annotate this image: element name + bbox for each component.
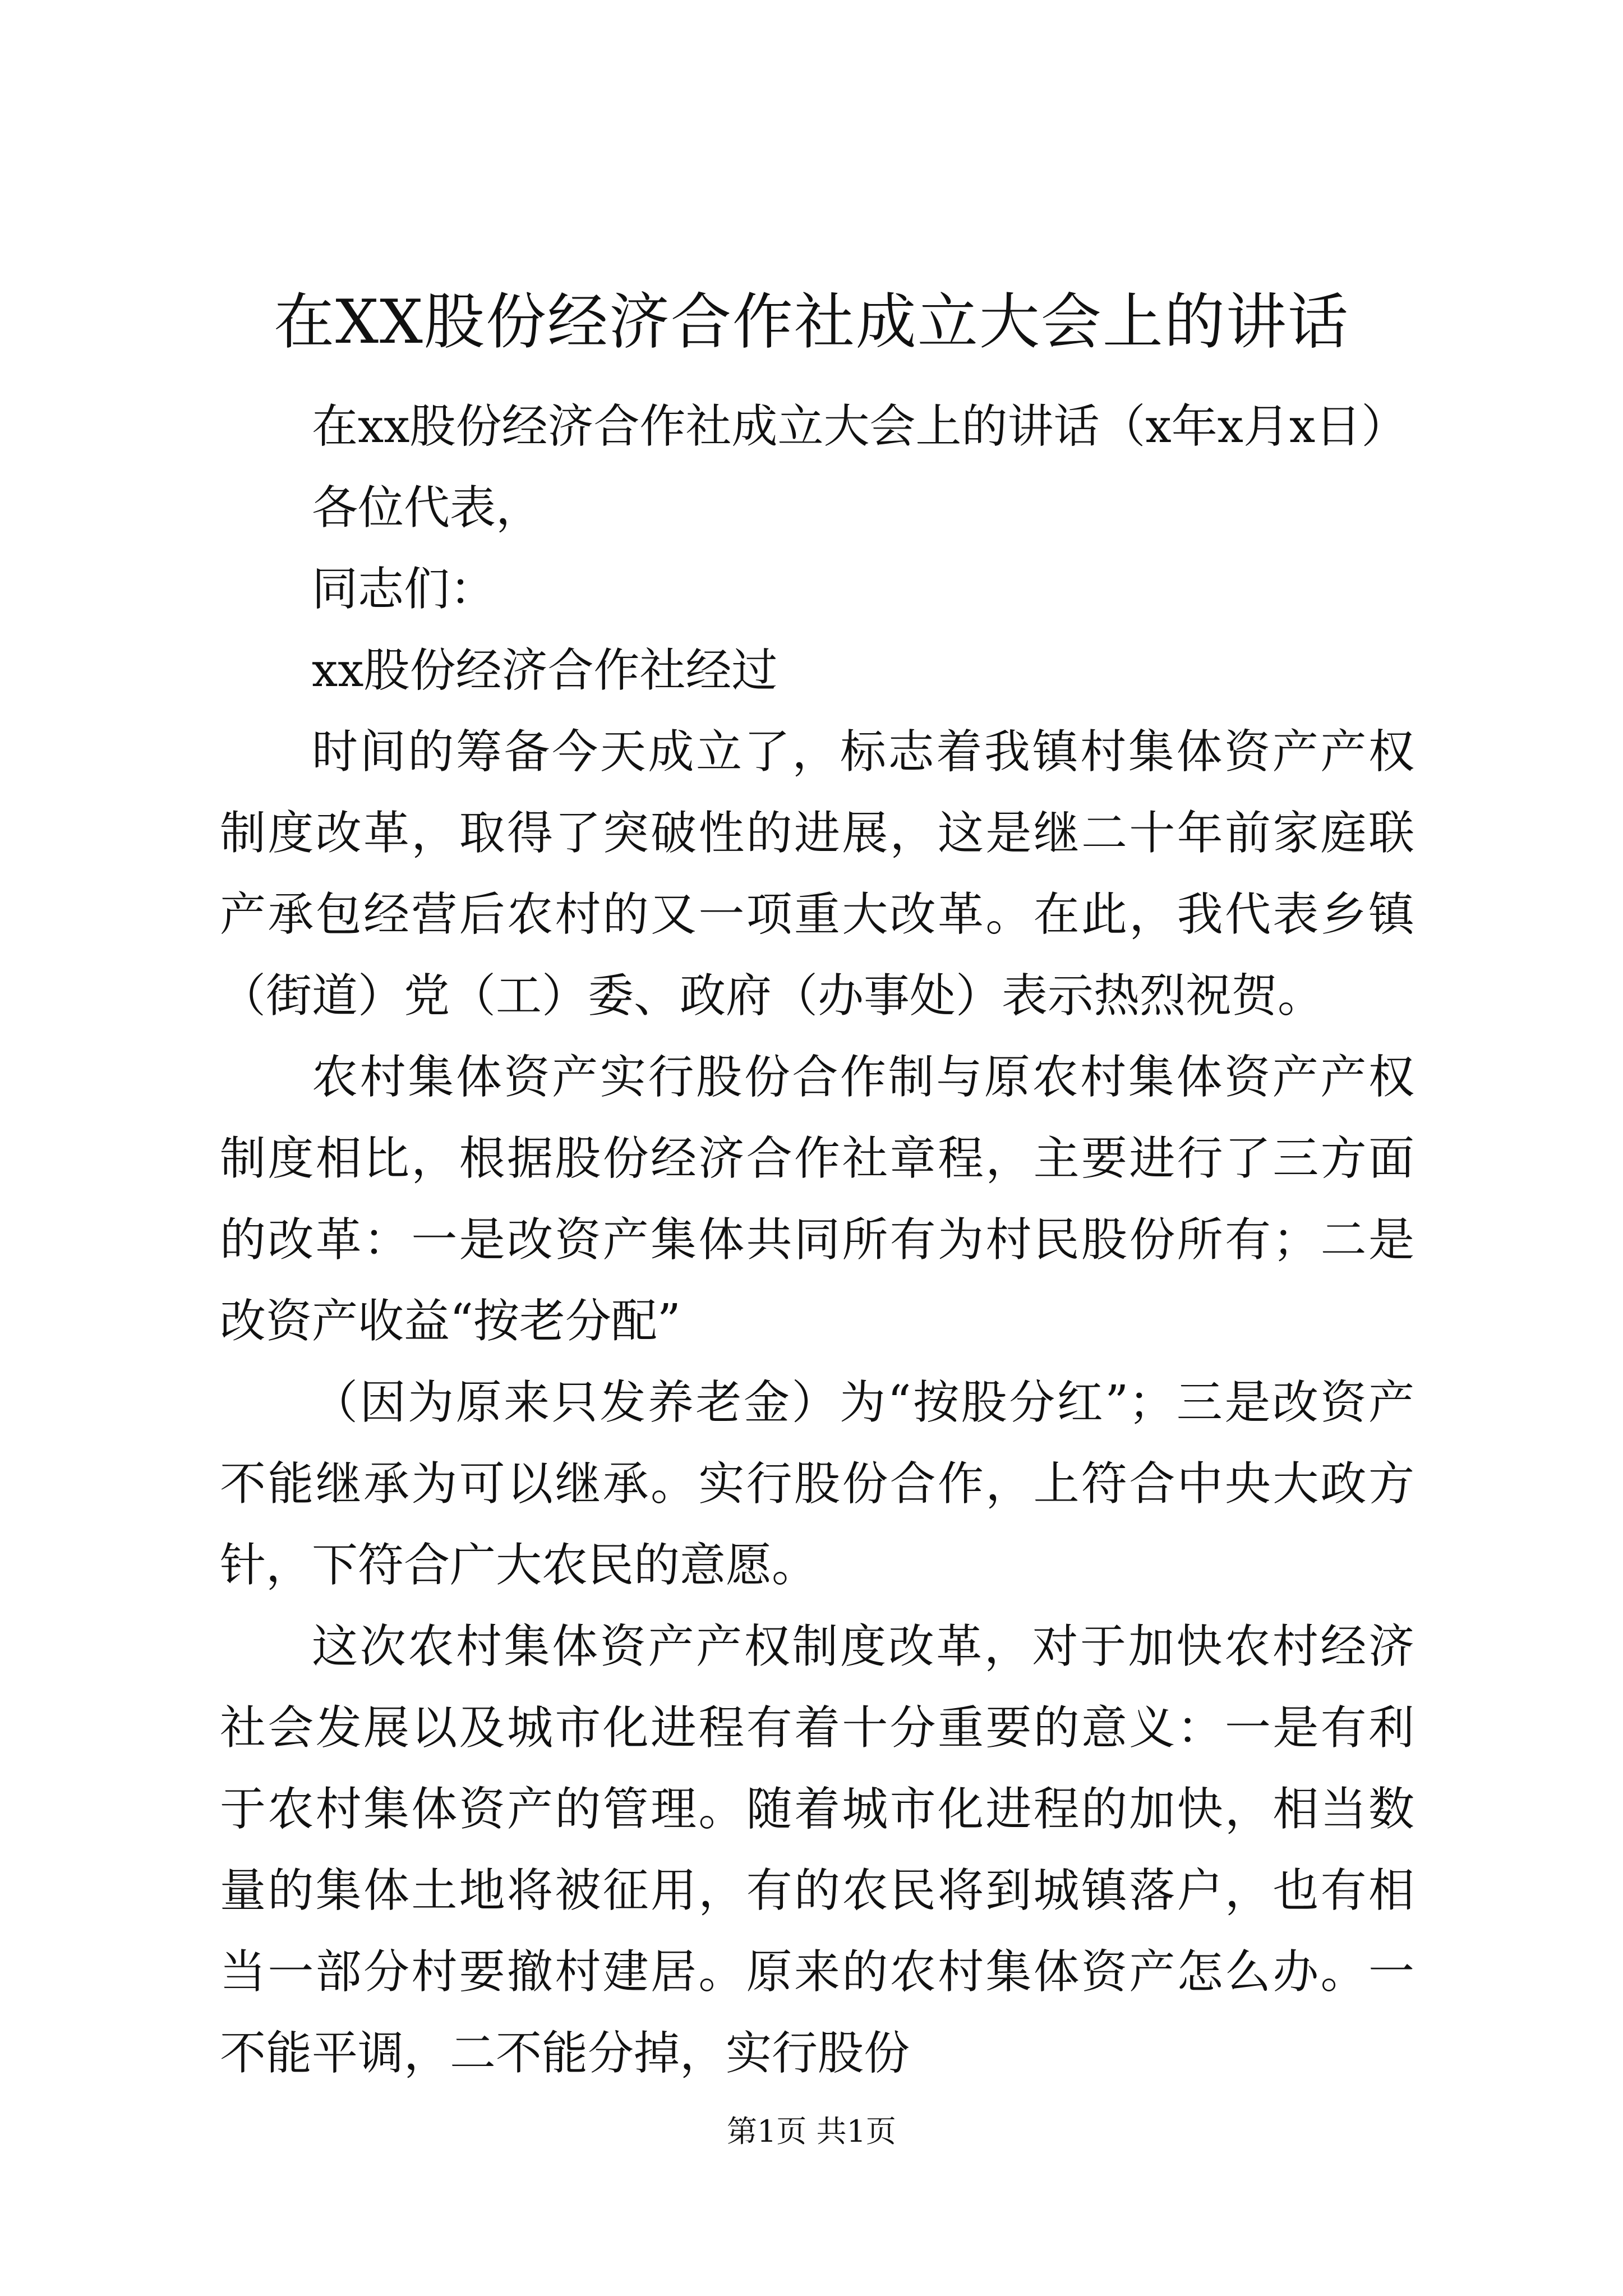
paragraph-heading-line: 在xx股份经济合作社成立大会上的讲话（x年x月x日） bbox=[312, 400, 1408, 453]
paragraph-body-2: 农村集体资产实行股份合作制与原农村集体资产产权制度相比，根据股份经济合作社章程，主要进行了三方面的改革：一是改资产集体共同所有为村民股份所有；二是改资产收益“按老分配” bbox=[220, 1051, 1414, 1348]
paragraph-intro: xx股份经济合作社经过 bbox=[312, 644, 778, 697]
page-number-footer: 第1页 共1页 bbox=[727, 2114, 896, 2149]
paragraph-body-4: 这次农村集体资产产权制度改革，对于加快农村经济社会发展以及城市化进程有着十分重要的意义：一是有利于农村集体资产的管理。随着城市化进程的加快，相当数量的集体土地将被征用，有的农民将到城镇落户，也有相当一部分村要撤村建居。原来的农村集体资产怎么办。一不能平调，二不能分掉，实行股份 bbox=[220, 1620, 1414, 2080]
paragraph-salutation-2: 同志们： bbox=[312, 563, 496, 616]
document-title: 在XX股份经济合作社成立大会上的讲话 bbox=[274, 287, 1349, 357]
paragraph-body-3: （因为原来只发养老金）为“按股分红”；三是改资产不能继承为可以继承。实行股份合作，上符合中央大政方针，下符合广大农民的意愿。 bbox=[220, 1376, 1414, 1592]
paragraph-salutation-1: 各位代表， bbox=[312, 481, 542, 535]
document-body bbox=[220, 386, 1414, 2094]
paragraph-body-1: 时间的筹备今天成立了，标志着我镇村集体资产产权制度改革，取得了突破性的进展，这是继二十年前家庭联产承包经营后农村的又一项重大改革。在此，我代表乡镇（街道）党（工）委、政府（办事处）表示热烈祝贺。 bbox=[220, 725, 1414, 1023]
